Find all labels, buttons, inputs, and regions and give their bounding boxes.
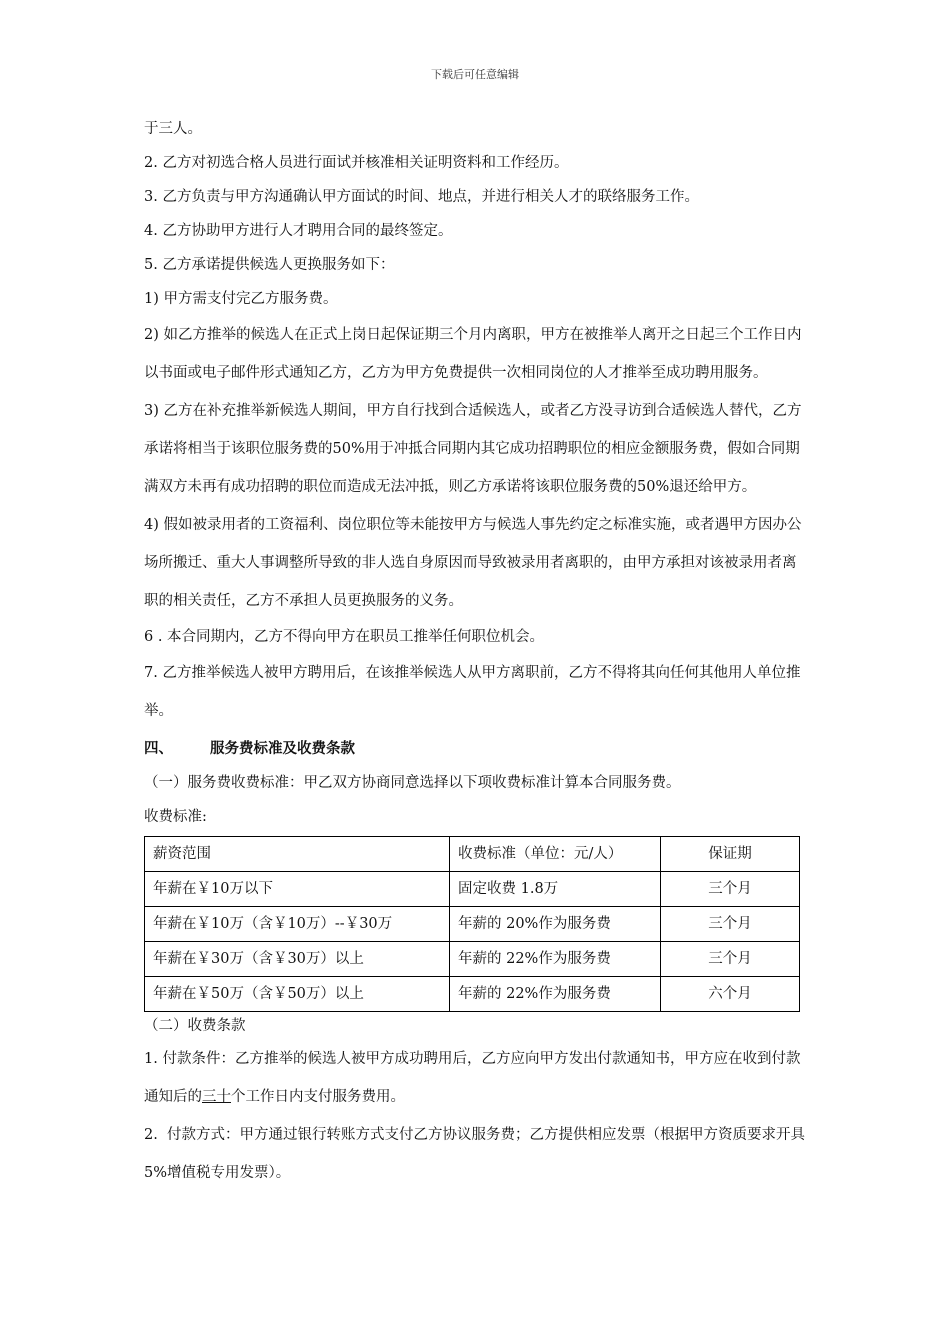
table-cell: 年薪的 22%作为服务费 — [450, 977, 661, 1012]
table-cell: 年薪在￥10万以下 — [145, 872, 450, 907]
table-header-row — [145, 837, 800, 872]
paragraph: 3. 乙方负责与甲方沟通确认甲方面试的时间、地点，并进行相关人才的联络服务工作。 — [144, 189, 699, 205]
subsection-title: （一）服务费收费标准：甲乙双方协商同意选择以下项收费标准计算本合同服务费。 — [144, 775, 681, 791]
table-row — [145, 907, 800, 942]
table-header-cell: 保证期 — [661, 837, 800, 872]
paragraph: 4) 假如被录用者的工资福利、岗位职位等未能按甲方与候选人事先约定之标准实施，或者遇甲方因办公场所搬迁、重大人事调整所导致的非人选自身原因而导致被录用者离职的，由甲方承担对该被录用者离职的相关责任，乙方不承担人员更换服务的义务。 — [144, 517, 802, 609]
table-cell: 六个月 — [661, 977, 800, 1012]
table-row — [145, 942, 800, 977]
table-cell: 三个月 — [661, 872, 800, 907]
section-heading — [144, 732, 806, 766]
table-cell: 三个月 — [661, 907, 800, 942]
table-cell: 年薪的 22%作为服务费 — [450, 942, 661, 977]
paragraph: 6 . 本合同期内，乙方不得向甲方在职员工推举任何职位机会。 — [144, 629, 545, 645]
fee-table — [144, 836, 800, 1012]
payment-condition — [144, 1040, 806, 1116]
table-cell: 年薪在￥10万（含￥10万）--￥30万 — [145, 907, 450, 942]
section-number: 四、 — [144, 740, 173, 757]
payment-condition-text: 1. 付款条件：乙方推举的候选人被甲方成功聘用后，乙方应向甲方发出付款通知书，甲方应在收到付款通知后的 — [144, 1051, 801, 1105]
table-cell: 三个月 — [661, 942, 800, 977]
paragraph: 2) 如乙方推举的候选人在正式上岗日起保证期三个月内离职，甲方在被推举人离开之日起三个工作日内以书面或电子邮件形式通知乙方，乙方为甲方免费提供一次相同岗位的人才推举至成功聘用服务。 — [144, 327, 802, 381]
paragraph: 5. 乙方承诺提供候选人更换服务如下： — [144, 257, 395, 273]
paragraph: 于三人。 — [144, 121, 202, 137]
paragraph: 3) 乙方在补充推举新候选人期间，甲方自行找到合适候选人，或者乙方没寻访到合适候选人替代，乙方承诺将相当于该职位服务费的50%用于冲抵合同期内其它成功招聘职位的相应金额服务费，假如合同期满双方未再有成功招聘的职位而造成无法冲抵，则乙方承诺将该职位服务费的50%退还给甲方。 — [144, 403, 802, 495]
payment-method: 2. 付款方式：甲方通过银行转账方式支付乙方协议服务费；乙方提供相应发票（根据甲方资质要求开具 5%增值税专用发票）。 — [144, 1127, 806, 1181]
fee-label: 收费标准: — [144, 809, 207, 825]
paragraph: 1) 甲方需支付完乙方服务费。 — [144, 291, 338, 307]
page-header: 下载后可任意编辑 — [431, 68, 519, 81]
table-cell: 年薪在￥30万（含￥30万）以上 — [145, 942, 450, 977]
table-cell: 年薪在￥50万（含￥50万）以上 — [145, 977, 450, 1012]
table-header-cell: 薪资范围 — [145, 837, 450, 872]
table-row — [145, 872, 800, 907]
paragraph: 7. 乙方推举候选人被甲方聘用后，在该推举候选人从甲方离职前，乙方不得将其向任何其他用人单位推举。 — [144, 665, 801, 719]
paragraph: 2. 乙方对初选合格人员进行面试并核准相关证明资料和工作经历。 — [144, 155, 569, 171]
subsection-title: （二）收费条款 — [144, 1018, 246, 1034]
table-header-cell: 收费标准（单位：元/人） — [450, 837, 661, 872]
table-cell: 年薪的 20%作为服务费 — [450, 907, 661, 942]
paragraph: 4. 乙方协助甲方进行人才聘用合同的最终签定。 — [144, 223, 453, 239]
table-cell: 固定收费 1.8万 — [450, 872, 661, 907]
document-body — [144, 112, 806, 1192]
table-row — [145, 977, 800, 1012]
payment-condition-text-end: 个工作日内支付服务费用。 — [231, 1089, 405, 1105]
section-title: 服务费标准及收费条款 — [210, 740, 355, 757]
payment-days-underlined: 三十 — [202, 1089, 231, 1105]
